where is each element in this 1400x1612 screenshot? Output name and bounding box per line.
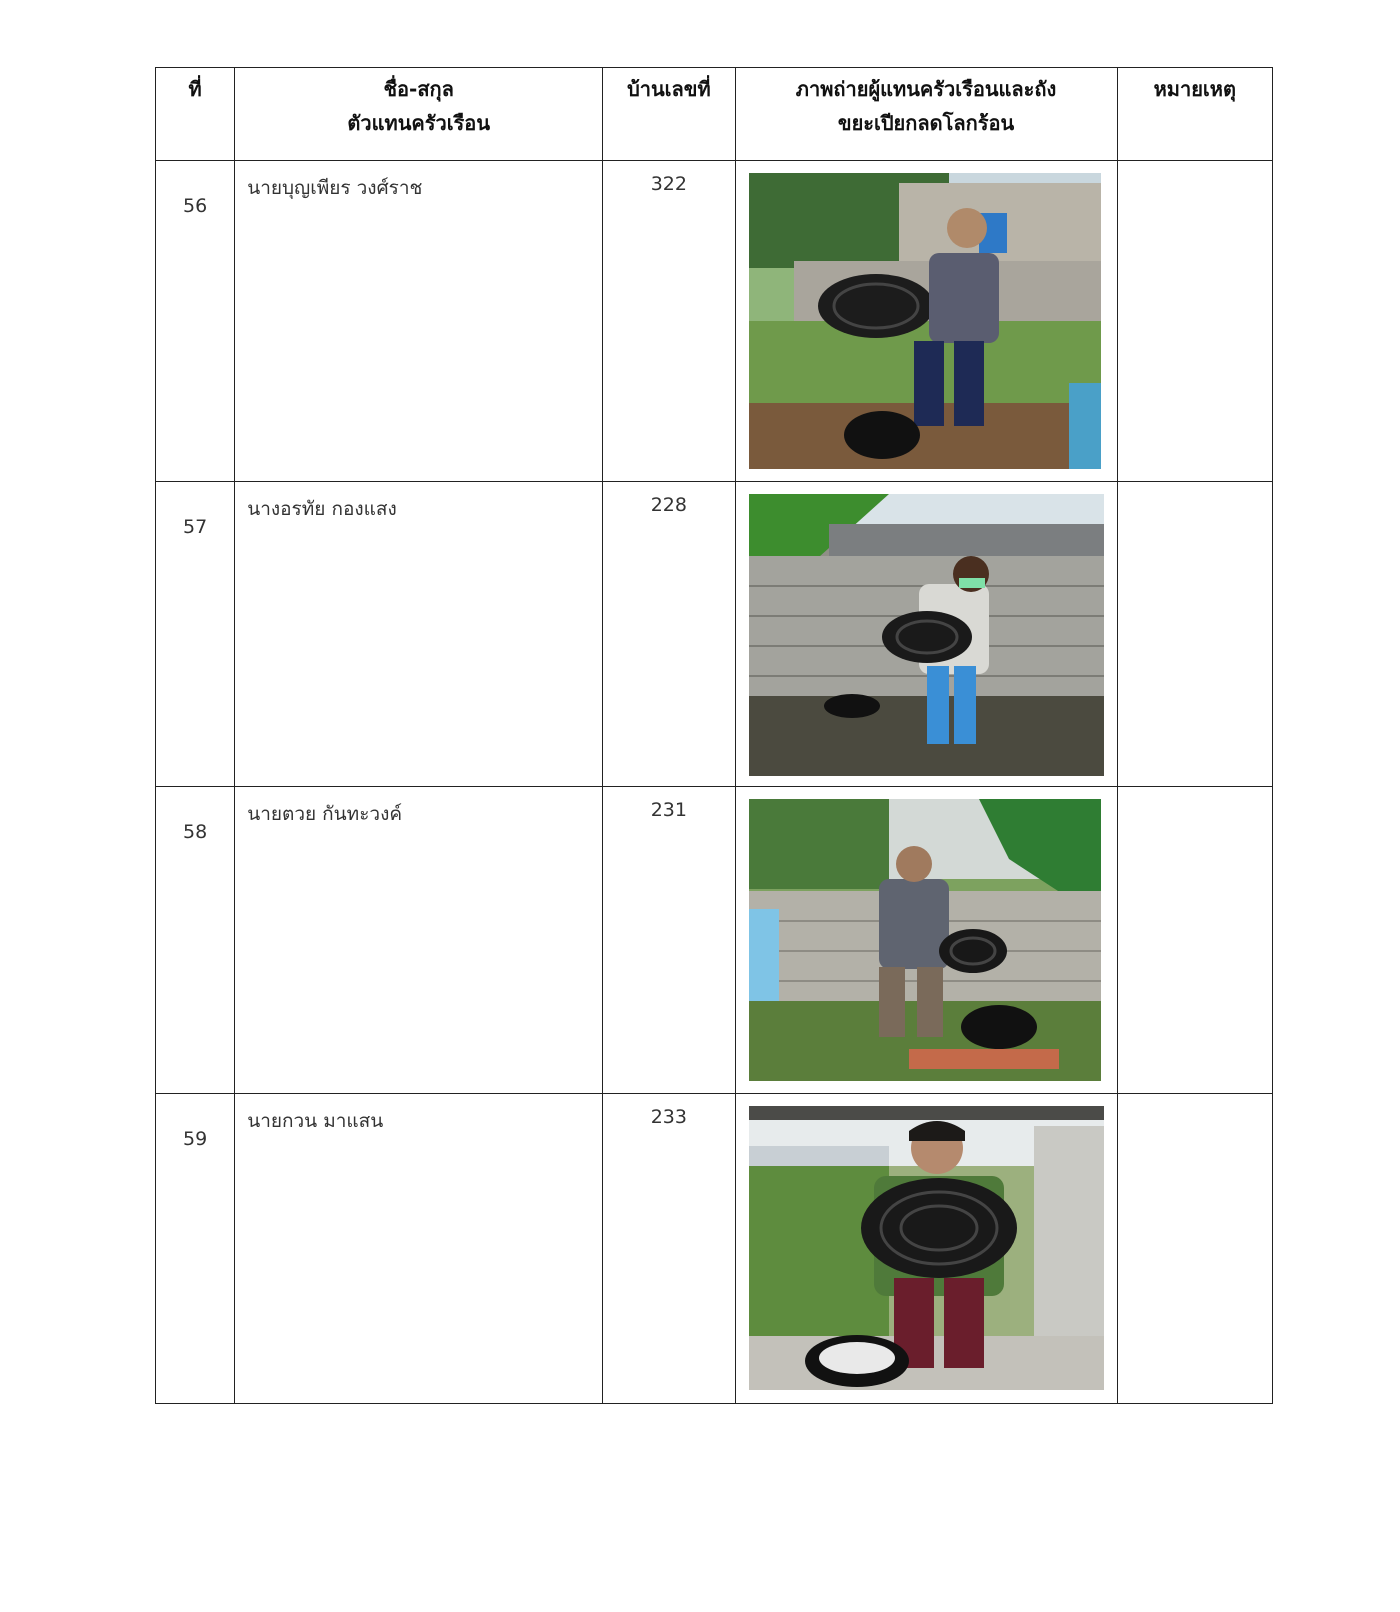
row-number: 58 <box>156 787 235 1094</box>
header-name-line2: ตัวแทนครัวเรือน <box>347 111 490 135</box>
row-number: 57 <box>156 482 235 787</box>
photo-cell <box>735 161 1117 482</box>
photo-cell <box>735 1094 1117 1404</box>
house-number: 233 <box>603 1094 735 1404</box>
row-number: 59 <box>156 1094 235 1404</box>
header-note-label: หมายเหตุ <box>1153 77 1236 101</box>
photo-cell <box>735 482 1117 787</box>
header-photo-line1: ภาพถ่ายผู้แทนครัวเรือนและถัง <box>795 77 1057 101</box>
household-photo <box>749 1106 1117 1390</box>
representative-name: นายบุญเพียร วงศ์ราช <box>235 161 603 482</box>
header-no-label: ที่ <box>188 77 202 101</box>
table-row <box>156 482 1273 787</box>
representative-name: นางอรทัย กองแสง <box>235 482 603 787</box>
household-photo <box>749 494 1117 776</box>
note-cell <box>1117 482 1272 787</box>
house-number: 228 <box>603 482 735 787</box>
header-name-line1: ชื่อ-สกุล <box>383 77 454 101</box>
household-photo <box>749 799 1117 1081</box>
header-no <box>156 68 235 161</box>
header-house-label: บ้านเลขที่ <box>627 77 711 101</box>
representative-name: นายกวน มาแสน <box>235 1094 603 1404</box>
header-house <box>603 68 735 161</box>
note-cell <box>1117 787 1272 1094</box>
representative-name: นายตวย กันทะวงค์ <box>235 787 603 1094</box>
header-photo-line2: ขยะเปียกลดโลกร้อน <box>837 111 1015 135</box>
row-number: 56 <box>156 161 235 482</box>
household-table <box>155 67 1273 1404</box>
table-row <box>156 787 1273 1094</box>
house-number: 322 <box>603 161 735 482</box>
photo-cell <box>735 787 1117 1094</box>
note-cell <box>1117 1094 1272 1404</box>
header-photo <box>735 68 1117 161</box>
household-photo <box>749 173 1117 469</box>
table-row <box>156 1094 1273 1404</box>
house-number: 231 <box>603 787 735 1094</box>
header-note <box>1117 68 1272 161</box>
note-cell <box>1117 161 1272 482</box>
table-row <box>156 161 1273 482</box>
table-header-row <box>156 68 1273 161</box>
header-name <box>235 68 603 161</box>
